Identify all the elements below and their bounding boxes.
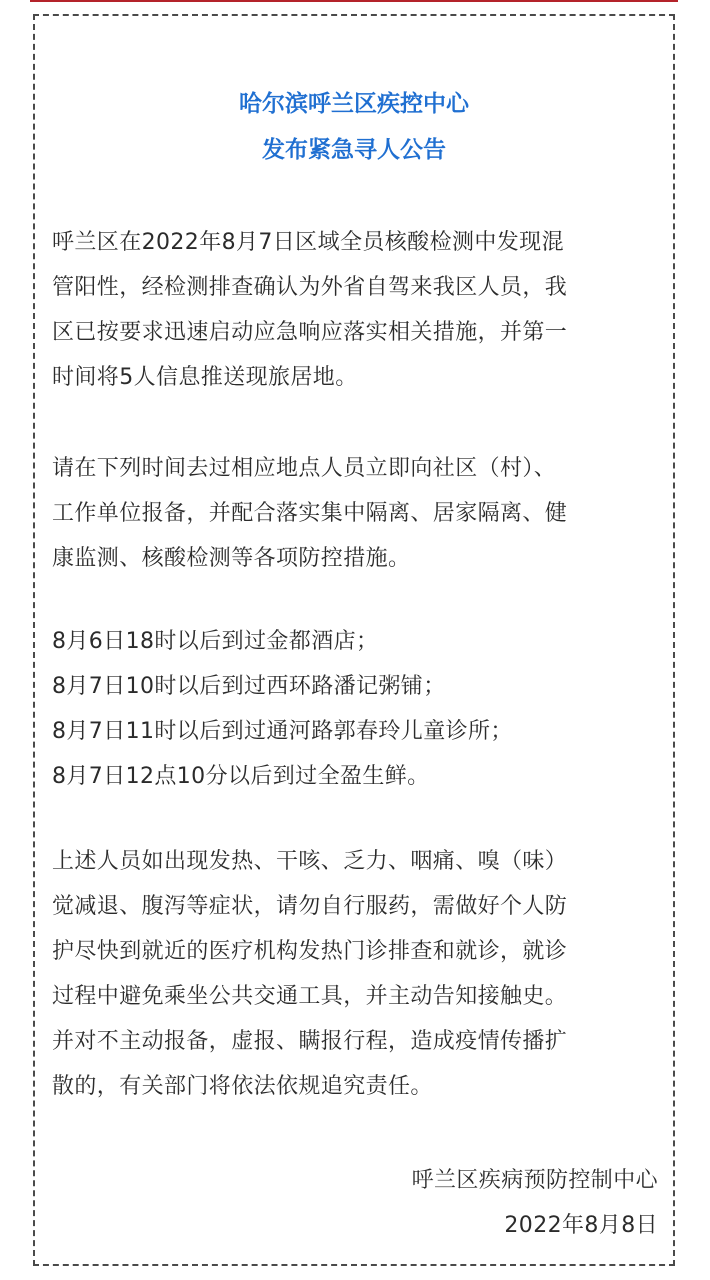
notice-title-line1: 哈尔滨呼兰区疾控中心 [239,91,469,117]
text-line: 请在下列时间去过相应地点人员立即向社区（村）、 [52,456,557,481]
top-divider [30,0,678,2]
text-line: 时间将5人信息推送现旅居地。 [52,365,358,390]
paragraph-instructions [52,839,666,1109]
text-line: 管阳性，经检测排查确认为外省自驾来我区人员，我 [52,275,568,300]
text-line: 上述人员如出现发热、干咳、乏力、咽痛、嗅（味） [52,849,568,874]
notice-title-line2: 发布紧急寻人公告 [262,137,446,163]
location-item: 8月6日18时以后到过金都酒店； [52,629,379,654]
text-line: 康监测、核酸检测等各项防控措施。 [52,546,411,571]
paragraph-intro [52,220,666,400]
text-line: 觉减退、腹泻等症状，请勿自行服药，需做好个人防 [52,894,568,919]
text-line: 散的，有关部门将依法依规追究责任。 [52,1074,433,1099]
text-line: 工作单位报备，并配合落实集中隔离、居家隔离、健 [52,501,568,526]
signature-date: 2022年8月8日 [504,1213,658,1238]
location-item: 8月7日12点10分以后到过全盈生鲜。 [52,764,430,789]
paragraph-request [52,446,666,581]
text-line: 护尽快到就近的医疗机构发热门诊排查和就诊，就诊 [52,939,568,964]
text-line: 区已按要求迅速启动应急响应落实相关措施，并第一 [52,320,568,345]
text-line: 并对不主动报备，虚报、瞒报行程，造成疫情传播扩 [52,1029,568,1054]
signature-organization: 呼兰区疾病预防控制中心 [411,1168,658,1193]
text-line: 呼兰区在2022年8月7日区域全员核酸检测中发现混 [52,230,564,255]
location-item: 8月7日10时以后到过西环路潘记粥铺； [52,674,446,699]
text-line: 过程中避免乘坐公共交通工具，并主动告知接触史。 [52,984,568,1009]
location-item: 8月7日11时以后到过通河路郭春玲儿童诊所； [52,719,513,744]
location-list [52,619,666,799]
